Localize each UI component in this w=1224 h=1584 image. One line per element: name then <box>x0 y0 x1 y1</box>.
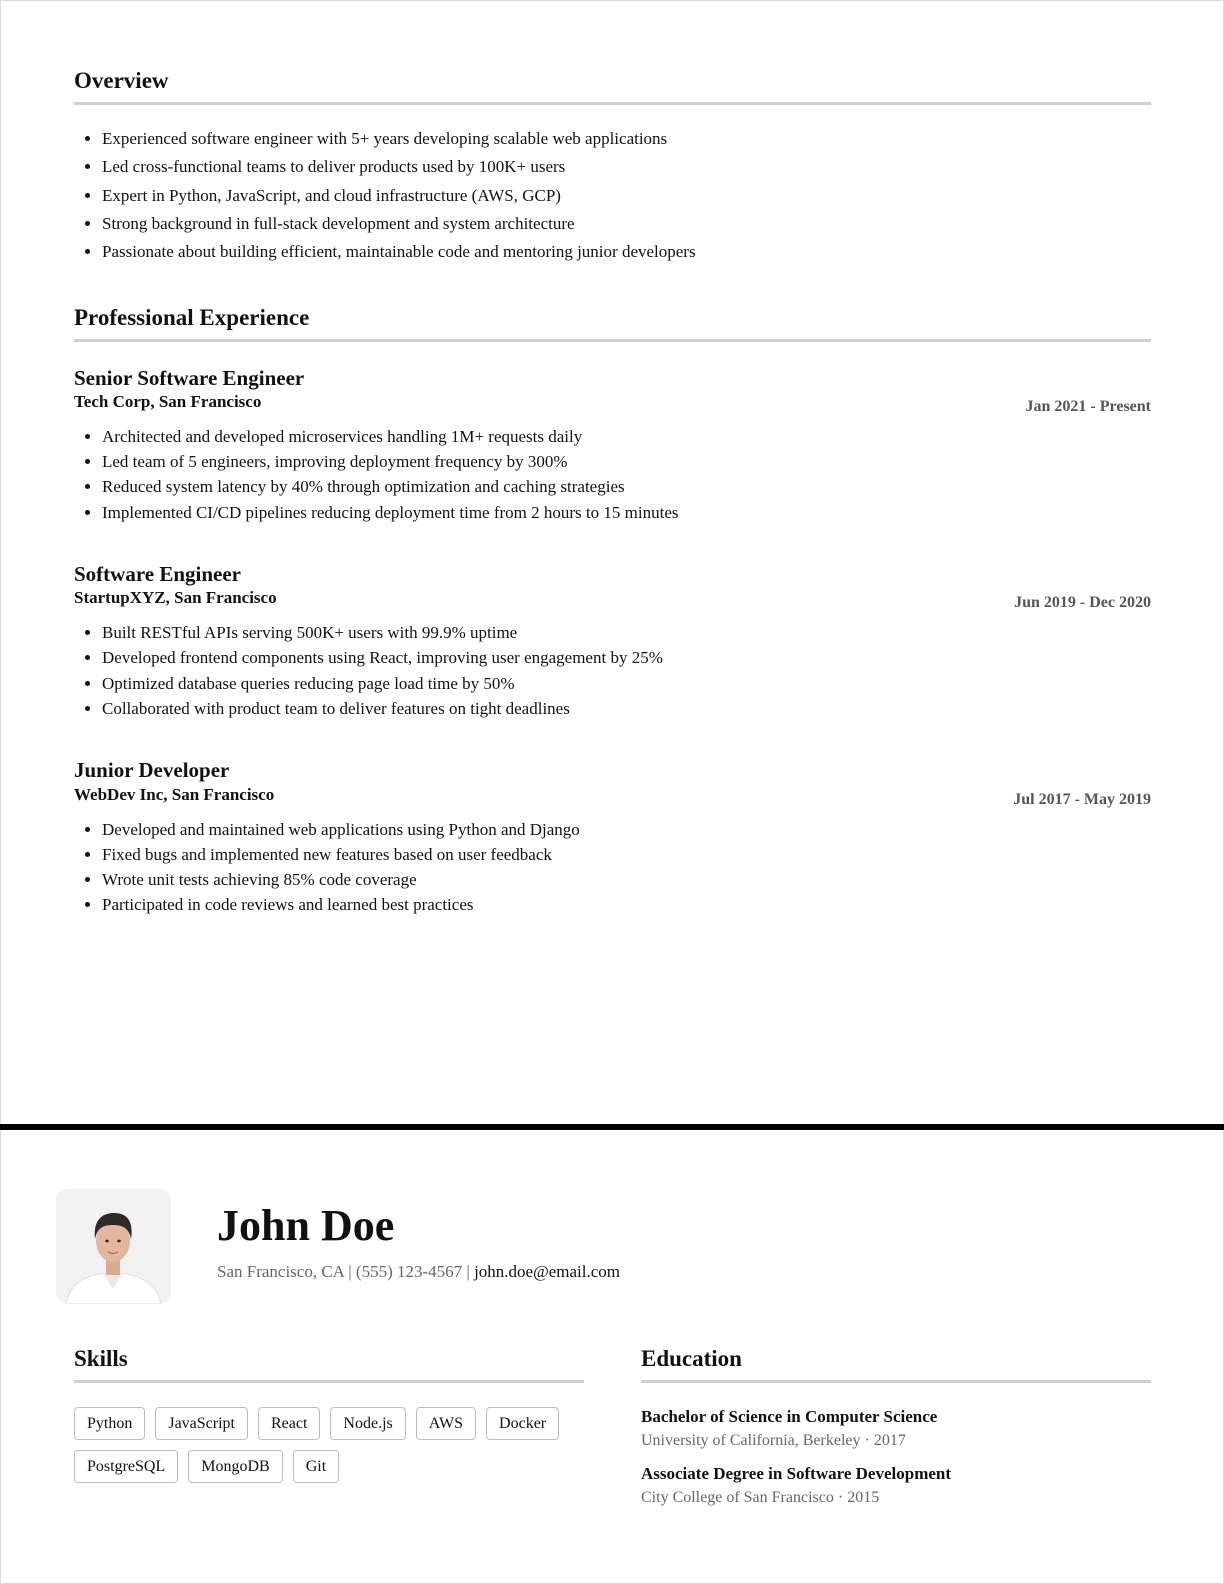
job-bullet: • Wrote unit tests achieving 85% code coverage <box>102 870 1151 890</box>
job-entry <box>74 366 1151 523</box>
profile-photo <box>56 1189 171 1304</box>
resume-top-section <box>74 68 1151 921</box>
skill-tag: AWS <box>416 1407 476 1440</box>
job-bullets <box>74 427 1151 523</box>
skill-tag: Python <box>74 1407 145 1440</box>
job-bullet: • Led team of 5 engineers, improving deployment frequency by 300% <box>102 452 1151 472</box>
experience-heading: Professional Experience <box>74 305 1151 342</box>
job-company: Tech Corp, San Francisco <box>74 391 262 411</box>
job-bullet: • Reduced system latency by 40% through optimization and caching strategies <box>102 477 1151 497</box>
job-company: StartupXYZ, San Francisco <box>74 588 277 608</box>
education-school: University of California, Berkeley · 2017 <box>641 1432 906 1449</box>
education-degree: Associate Degree in Software Development <box>641 1464 952 1483</box>
skill-tag-list <box>74 1407 584 1483</box>
education-entry <box>641 1464 1151 1507</box>
job-meta-row <box>74 588 1151 612</box>
skill-tag: MongoDB <box>188 1450 282 1483</box>
candidate-name: John Doe <box>217 1201 395 1250</box>
overview-section <box>74 68 1151 263</box>
job-bullet: • Optimized database queries reducing page load time by 50% <box>102 674 1151 694</box>
overview-item: • Experienced software engineer with 5+ years developing scalable web applications <box>102 129 1151 149</box>
skill-tag: Git <box>293 1450 339 1483</box>
overview-item: • Expert in Python, JavaScript, and cloud infrastructure (AWS, GCP) <box>102 186 1151 206</box>
skill-tag: Node.js <box>330 1407 405 1440</box>
job-bullet: • Developed and maintained web applications using Python and Django <box>102 820 1151 840</box>
skill-tag: React <box>258 1407 320 1440</box>
job-bullet: • Implemented CI/CD pipelines reducing deployment time from 2 hours to 15 minutes <box>102 503 1151 523</box>
overview-item: • Led cross-functional teams to deliver products used by 100K+ users <box>102 157 1151 177</box>
overview-item: • Passionate about building efficient, maintainable code and mentoring junior developers <box>102 242 1151 262</box>
job-title: Senior Software Engineer <box>74 365 305 390</box>
page-divider <box>0 1124 1224 1130</box>
contact-details: San Francisco, CA | (555) 123-4567 | <box>217 1262 475 1281</box>
job-title: Software Engineer <box>74 561 242 586</box>
education-section <box>641 1346 1151 1507</box>
job-bullet: • Participated in code reviews and learned best practices <box>102 895 1151 915</box>
skill-tag: Docker <box>486 1407 559 1440</box>
job-company: WebDev Inc, San Francisco <box>74 784 275 804</box>
skill-tag: PostgreSQL <box>74 1450 178 1483</box>
job-bullets <box>74 820 1151 916</box>
education-school: City College of San Francisco · 2015 <box>641 1489 880 1506</box>
job-dates: Jan 2021 - Present <box>1025 397 1151 415</box>
job-bullet: • Fixed bugs and implemented new features based on user feedback <box>102 845 1151 865</box>
job-dates: Jun 2019 - Dec 2020 <box>1014 594 1151 612</box>
contact-line <box>217 1262 620 1282</box>
email-link[interactable]: john.doe@email.com <box>474 1262 621 1281</box>
job-meta-row <box>74 784 1151 808</box>
job-entry <box>74 562 1151 719</box>
education-entry <box>641 1407 1151 1450</box>
skills-heading: Skills <box>74 1346 584 1383</box>
job-meta-row <box>74 391 1151 415</box>
job-dates: Jul 2017 - May 2019 <box>1013 790 1151 808</box>
experience-section <box>74 305 1151 916</box>
skill-tag: JavaScript <box>155 1407 248 1440</box>
job-bullet: • Architected and developed microservices handling 1M+ requests daily <box>102 427 1151 447</box>
skills-section <box>74 1346 584 1483</box>
overview-list <box>74 129 1151 263</box>
job-bullet: • Collaborated with product team to deliver features on tight deadlines <box>102 699 1151 719</box>
overview-item: • Strong background in full-stack development and system architecture <box>102 214 1151 234</box>
person-avatar-icon <box>56 1189 171 1304</box>
job-bullets <box>74 623 1151 719</box>
education-degree: Bachelor of Science in Computer Science <box>641 1407 938 1426</box>
job-bullet: • Built RESTful APIs serving 500K+ users with 99.9% uptime <box>102 623 1151 643</box>
job-title: Junior Developer <box>74 758 230 783</box>
job-bullet: • Developed frontend components using React, improving user engagement by 25% <box>102 648 1151 668</box>
overview-heading: Overview <box>74 68 1151 105</box>
job-entry <box>74 758 1151 915</box>
education-heading: Education <box>641 1346 1151 1383</box>
